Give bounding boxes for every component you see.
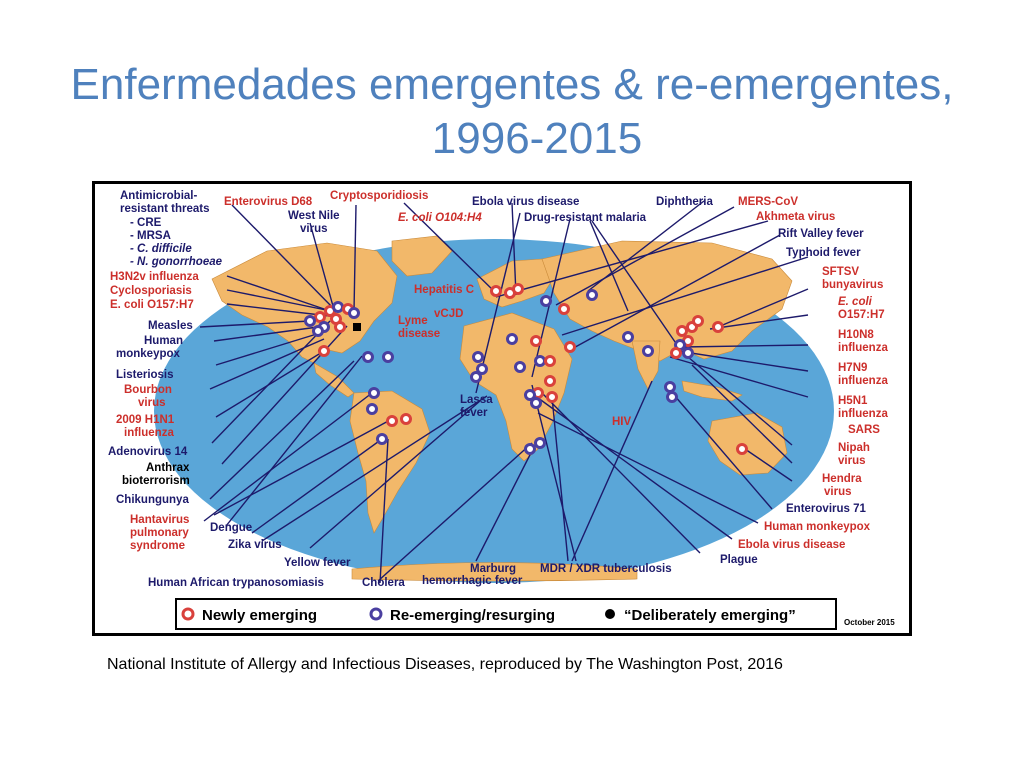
label-ecoli-o157-right: E. coli: [838, 296, 872, 308]
label-antimicrobial: Antimicrobial-: [120, 190, 198, 202]
label-cryptosporidiosis: Cryptosporidiosis: [330, 190, 429, 202]
marker-newly: [336, 323, 345, 332]
label-hantavirus: pulmonary: [130, 527, 189, 539]
label-h1n1: influenza: [124, 427, 174, 439]
label-h5n1: influenza: [838, 408, 888, 420]
label-h5n1: H5N1: [838, 395, 868, 407]
marker-reemerging: [516, 363, 525, 372]
label-hepatitis-c: Hepatitis C: [414, 284, 475, 296]
label-c-difficile: - C. difficile: [130, 243, 192, 255]
legend-reemerging-marker: [371, 609, 381, 619]
marker-reemerging: [314, 327, 323, 336]
label-hiv: HIV: [612, 416, 632, 428]
legend-reemerging-label: Re-emerging/resurging: [390, 607, 556, 624]
legend-deliberate-label: “Deliberately emerging”: [624, 607, 796, 624]
marker-newly: [546, 377, 555, 386]
label-mdr-xdr: MDR / XDR tuberculosis: [540, 563, 672, 575]
label-zika: Zika virus: [228, 539, 282, 551]
marker-reemerging: [508, 335, 517, 344]
date-stamp: October 2015: [844, 618, 895, 627]
legend-deliberate-marker: [605, 609, 615, 619]
marker-reemerging: [588, 291, 597, 300]
marker-reemerging: [668, 393, 677, 402]
marker-reemerging: [368, 405, 377, 414]
marker-reemerging: [350, 309, 359, 318]
label-anthrax: Anthrax: [146, 462, 190, 474]
marker-reemerging: [624, 333, 633, 342]
marker-reemerging: [644, 347, 653, 356]
marker-newly: [514, 285, 523, 294]
slide-title-line-2: 1996-2015: [431, 114, 643, 163]
marker-newly: [316, 313, 325, 322]
marker-reemerging: [684, 349, 693, 358]
marker-reemerging: [306, 317, 315, 326]
label-rift-valley: Rift Valley fever: [778, 228, 864, 240]
label-mers: MERS-CoV: [738, 196, 799, 208]
label-west-nile: West Nile: [288, 210, 340, 222]
label-human-monkeypox-left: monkeypox: [116, 348, 180, 360]
marker-reemerging: [370, 389, 379, 398]
marker-reemerging: [384, 353, 393, 362]
label-dengue: Dengue: [210, 522, 253, 534]
marker-newly: [492, 287, 501, 296]
marker-reemerging: [388, 417, 397, 426]
label-nipah: virus: [838, 455, 866, 467]
marker-reemerging: [536, 439, 545, 448]
label-hat: Human African trypanosomiasis: [148, 577, 324, 589]
label-adenovirus14: Adenovirus 14: [108, 446, 188, 458]
label-antimicrobial: resistant threats: [120, 203, 210, 215]
label-ecoli-o157-right: O157:H7: [838, 309, 885, 321]
label-marburg: hemorrhagic fever: [422, 575, 523, 587]
marker-reemerging: [532, 399, 541, 408]
marker-reemerging: [472, 373, 481, 382]
label-chikungunya: Chikungunya: [116, 494, 189, 506]
marker-reemerging: [334, 303, 343, 312]
label-lassa: Lassa: [460, 394, 493, 406]
label-hantavirus: syndrome: [130, 540, 185, 552]
label-h10n8: H10N8: [838, 329, 874, 341]
marker-reemerging: [474, 353, 483, 362]
label-human-monkeypox-left: Human: [144, 335, 183, 347]
label-lyme: Lyme: [398, 315, 428, 327]
marker-reemerging: [378, 435, 387, 444]
slide-title-line-1: Enfermedades emergentes & re-emergentes,: [70, 60, 954, 109]
label-h7n9: H7N9: [838, 362, 868, 374]
label-west-nile: virus: [300, 223, 328, 235]
label-sftsv: SFTSV: [822, 266, 860, 278]
label-marburg: Marburg: [470, 563, 516, 575]
marker-deliberate: [353, 323, 361, 331]
label-vcjd: vCJD: [434, 308, 464, 320]
label-plague: Plague: [720, 554, 758, 566]
label-h10n8: influenza: [838, 342, 888, 354]
label-cre: - CRE: [130, 217, 162, 229]
label-listeriosis: Listeriosis: [116, 369, 174, 381]
label-ebola-right: Ebola virus disease: [738, 539, 846, 551]
label-diphtheria: Diphtheria: [656, 196, 713, 208]
marker-newly: [546, 357, 555, 366]
label-anthrax: bioterrorism: [122, 475, 190, 487]
marker-newly: [548, 393, 557, 402]
label-cyclosporiasis: Cyclosporiasis: [110, 285, 192, 297]
label-nipah: Nipah: [838, 442, 870, 454]
world-map: [92, 181, 912, 636]
marker-newly: [560, 305, 569, 314]
slide-title: [0, 58, 1024, 166]
label-lyme: disease: [398, 328, 441, 340]
marker-newly: [738, 445, 747, 454]
label-lassa: fever: [460, 407, 488, 419]
marker-newly: [694, 317, 703, 326]
label-hendra: Hendra: [822, 473, 862, 485]
label-h7n9: influenza: [838, 375, 888, 387]
marker-newly: [320, 347, 329, 356]
marker-newly: [402, 415, 411, 424]
marker-reemerging: [666, 383, 675, 392]
label-h1n1: 2009 H1N1: [116, 414, 175, 426]
label-mrsa: - MRSA: [130, 230, 171, 242]
marker-newly: [532, 337, 541, 346]
marker-reemerging: [542, 297, 551, 306]
marker-newly: [566, 343, 575, 352]
marker-newly: [714, 323, 723, 332]
legend-newly-label: Newly emerging: [202, 607, 318, 624]
label-ecoli-o157-left: E. coli O157:H7: [110, 299, 194, 311]
label-yellow-fever: Yellow fever: [284, 557, 351, 569]
marker-newly: [672, 349, 681, 358]
label-bourbon: Bourbon: [124, 384, 172, 396]
label-drug-res-malaria: Drug-resistant malaria: [524, 212, 647, 224]
label-measles: Measles: [148, 320, 193, 332]
legend-newly-marker: [183, 609, 193, 619]
label-enterovirus-d68: Enterovirus D68: [224, 196, 313, 208]
legend: [176, 599, 895, 629]
label-ebola-top: Ebola virus disease: [472, 196, 580, 208]
label-h3n2v: H3N2v influenza: [110, 271, 199, 283]
label-hantavirus: Hantavirus: [130, 514, 190, 526]
label-hendra: virus: [824, 486, 852, 498]
label-ecoli-o104: E. coli O104:H4: [398, 212, 482, 224]
source-caption: National Institute of Allergy and Infectious Diseases, reproduced by The Washington Post, 2016: [107, 656, 783, 673]
label-bourbon: virus: [138, 397, 166, 409]
label-human-monkeypox-right: Human monkeypox: [764, 521, 871, 533]
marker-reemerging: [536, 357, 545, 366]
label-enterovirus71: Enterovirus 71: [786, 503, 866, 515]
label-cholera: Cholera: [362, 577, 405, 589]
label-akhmeta: Akhmeta virus: [756, 211, 836, 223]
label-typhoid: Typhoid fever: [786, 247, 861, 259]
marker-reemerging: [526, 445, 535, 454]
label-sars: SARS: [848, 424, 880, 436]
label-sftsv: bunyavirus: [822, 279, 884, 291]
marker-newly: [678, 327, 687, 336]
label-n-gonorrhoeae: - N. gonorrhoeae: [130, 256, 223, 268]
marker-reemerging: [364, 353, 373, 362]
